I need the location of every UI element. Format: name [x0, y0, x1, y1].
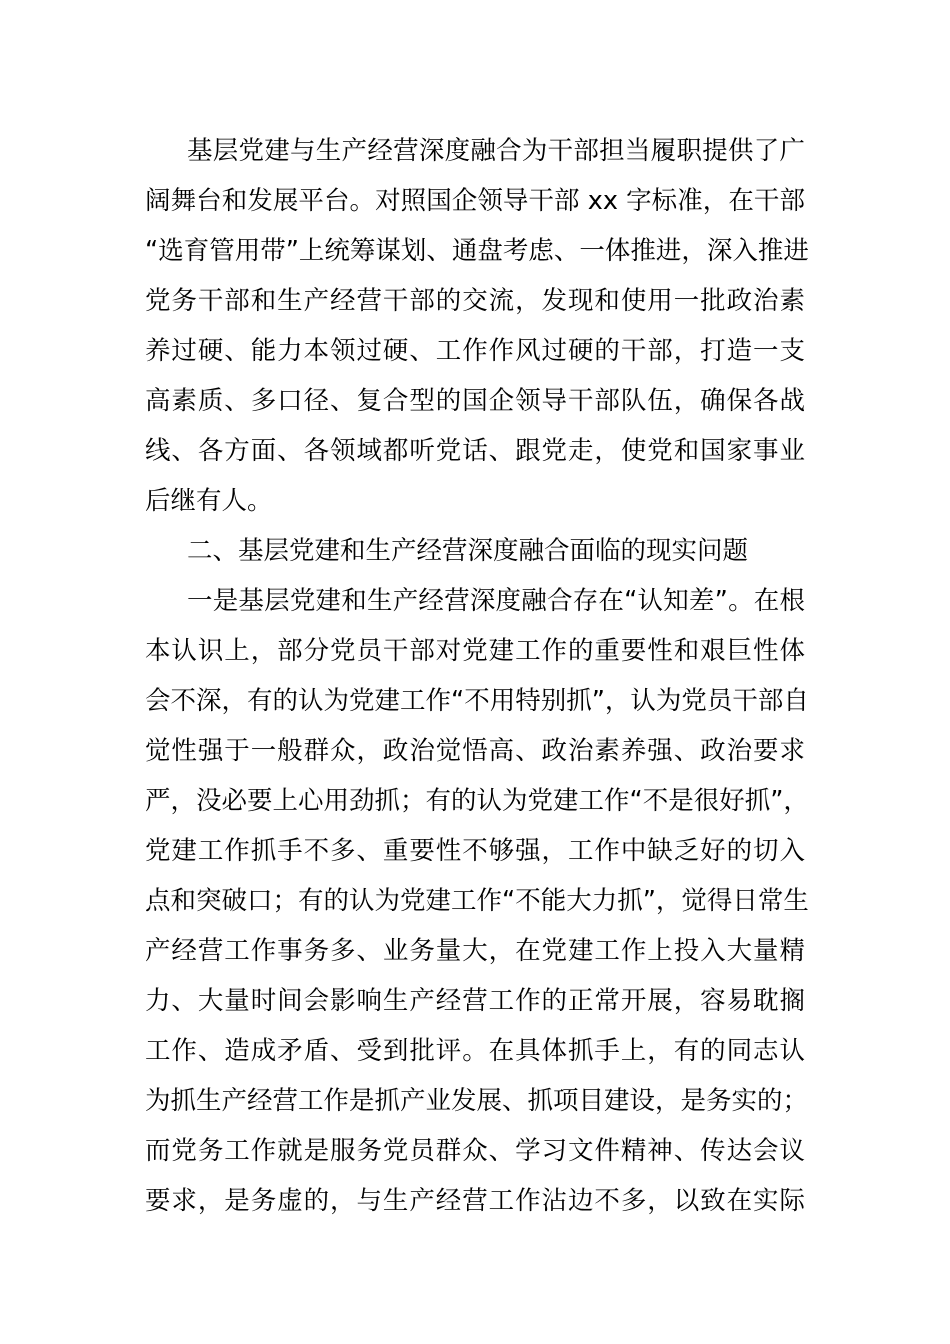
text-line: 本认识上，部分党员干部对党建工作的重要性和艰巨性体 — [145, 636, 805, 666]
text-line: 产经营工作事务多、业务量大，在党建工作上投入大量精 — [145, 936, 805, 966]
text-line: “选育管用带”上统筹谋划、通盘考虑、一体推进，深入推进 — [145, 236, 809, 266]
text-line: 养过硬、能力本领过硬、工作作风过硬的干部，打造一支 — [145, 336, 805, 366]
text-line: 后继有人。 — [145, 486, 273, 516]
text-line: 严，没必要上心用劲抓；有的认为党建工作“不是很好抓”， — [145, 786, 809, 816]
text-line: 党建工作抓手不多、重要性不够强，工作中缺乏好的切入 — [145, 836, 805, 866]
paragraph-cadre-platform — [145, 126, 809, 526]
text-line: 力、大量时间会影响生产经营工作的正常开展，容易耽搁 — [145, 986, 805, 1016]
text-line: 基层党建与生产经营深度融合为干部担当履职提供了广 — [187, 136, 805, 166]
section-heading — [145, 526, 805, 576]
text-line: 点和突破口；有的认为党建工作“不能大力抓”，觉得日常生 — [145, 886, 809, 916]
text-line: 工作、造成矛盾、受到批评。在具体抓手上，有的同志认 — [145, 1036, 805, 1066]
text-line: 高素质、多口径、复合型的国企领导干部队伍，确保各战 — [145, 386, 805, 416]
document-body — [145, 126, 809, 1226]
text-line: 觉性强于一般群众，政治觉悟高、政治素养强、政治要求 — [145, 736, 805, 766]
text-line: 会不深，有的认为党建工作“不用特别抓”，认为党员干部自 — [145, 686, 809, 716]
text-line: 而党务工作就是服务党员群众、学习文件精神、传达会议 — [145, 1136, 805, 1166]
text-line: 一是基层党建和生产经营深度融合存在“认知差”。在根 — [187, 586, 805, 616]
text-line: 阔舞台和发展平台。对照国企领导干部 xx 字标准，在干部 — [145, 186, 805, 216]
text-line: 要求，是务虚的，与生产经营工作沾边不多，以致在实际 — [145, 1186, 805, 1216]
paragraph-cognition-gap — [145, 576, 809, 1226]
text-line: 党务干部和生产经营干部的交流，发现和使用一批政治素 — [145, 286, 805, 316]
text-line: 线、各方面、各领域都听党话、跟党走，使党和国家事业 — [145, 436, 805, 466]
heading-line: 二、基层党建和生产经营深度融合面临的现实问题 — [187, 536, 749, 566]
text-line: 为抓生产经营工作是抓产业发展、抓项目建设，是务实的； — [145, 1086, 809, 1116]
